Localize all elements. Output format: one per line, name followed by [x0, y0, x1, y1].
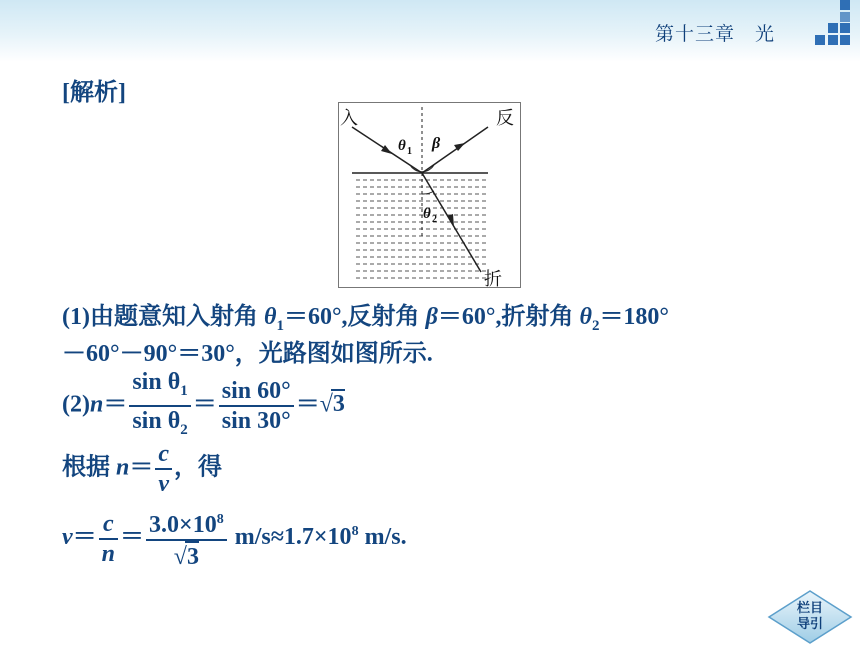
section-label: [解析]: [62, 80, 126, 106]
radicand: 3: [185, 541, 199, 571]
subscript: 2: [180, 421, 188, 438]
decorative-blocks-icon: [810, 0, 860, 50]
fraction-sin-values: [219, 377, 294, 435]
label-incident: 入: [340, 108, 358, 129]
subscript: 2: [591, 317, 600, 334]
denominator: sin 30°: [221, 407, 291, 434]
fraction-sin-theta: [129, 368, 190, 444]
label-reflected: 反: [496, 108, 514, 129]
text-segment: m/s.: [358, 524, 407, 551]
radicand: 3: [332, 391, 345, 418]
exponent: 8: [216, 512, 224, 527]
fraction-c-over-v: [155, 440, 172, 498]
symbol-n: n: [89, 391, 104, 418]
denominator: n: [101, 540, 116, 567]
solution-line-1: [62, 296, 669, 335]
solution-line-5: [62, 506, 407, 571]
solution-line-4: [62, 440, 222, 498]
text-segment: ＝60°,反射角: [283, 304, 426, 330]
denominator: v: [158, 471, 170, 497]
equals: ＝: [295, 391, 320, 418]
nav-guide-label: [767, 601, 853, 633]
subscript: 1: [180, 382, 188, 399]
denominator: sin θ: [132, 407, 181, 434]
symbol-theta2: θ: [579, 304, 592, 330]
symbol-n: n: [116, 454, 130, 481]
equals: ＝: [72, 524, 97, 551]
equals: ＝: [192, 391, 217, 418]
text-segment: m/s≈1.7×10: [228, 524, 352, 551]
text-segment: ＝180°: [599, 304, 670, 330]
solution-line-3: [62, 368, 345, 444]
nav-line-1: 栏目: [796, 601, 823, 616]
text-segment: ，得: [174, 454, 223, 481]
exponent: 8: [351, 524, 359, 540]
nav-line-2: 导引: [796, 617, 823, 632]
numerator: sin 60°: [219, 377, 294, 407]
equals: ＝: [103, 391, 128, 418]
label-refracted: 折: [484, 269, 502, 288]
label-theta1: θ: [398, 138, 406, 154]
equals: ＝: [120, 524, 145, 551]
light-path-diagram: [338, 102, 521, 288]
symbol-beta: β: [425, 304, 438, 330]
numerator: 3.0×10: [149, 512, 217, 538]
label-theta2: θ: [423, 206, 431, 222]
fraction-speed: [146, 506, 227, 571]
label-beta: β: [432, 135, 441, 152]
radical-sign: √: [173, 544, 187, 570]
numerator: c: [99, 510, 118, 540]
chapter-title: 第十三章 光: [655, 23, 776, 45]
nav-guide-button[interactable]: [767, 589, 853, 645]
text-segment: ＝60°,折射角: [437, 304, 580, 330]
numerator: c: [155, 440, 172, 470]
fraction-c-over-n: [99, 510, 118, 568]
label-theta2-sub: 2: [432, 214, 437, 225]
symbol-v: v: [62, 524, 73, 551]
numerator: sin θ: [132, 369, 181, 395]
symbol-theta1: θ: [263, 304, 277, 330]
label-theta1-sub: 1: [407, 146, 412, 157]
text-segment: (2): [62, 391, 90, 418]
equals: ＝: [129, 454, 154, 481]
solution-line-2: －60°－90°＝30°，光路图如图所示.: [62, 341, 433, 367]
text-segment: 根据: [62, 454, 116, 481]
radical-sign: √: [319, 391, 333, 418]
subscript: 1: [276, 317, 284, 334]
text-segment: (1)由题意知入射角: [62, 304, 264, 330]
